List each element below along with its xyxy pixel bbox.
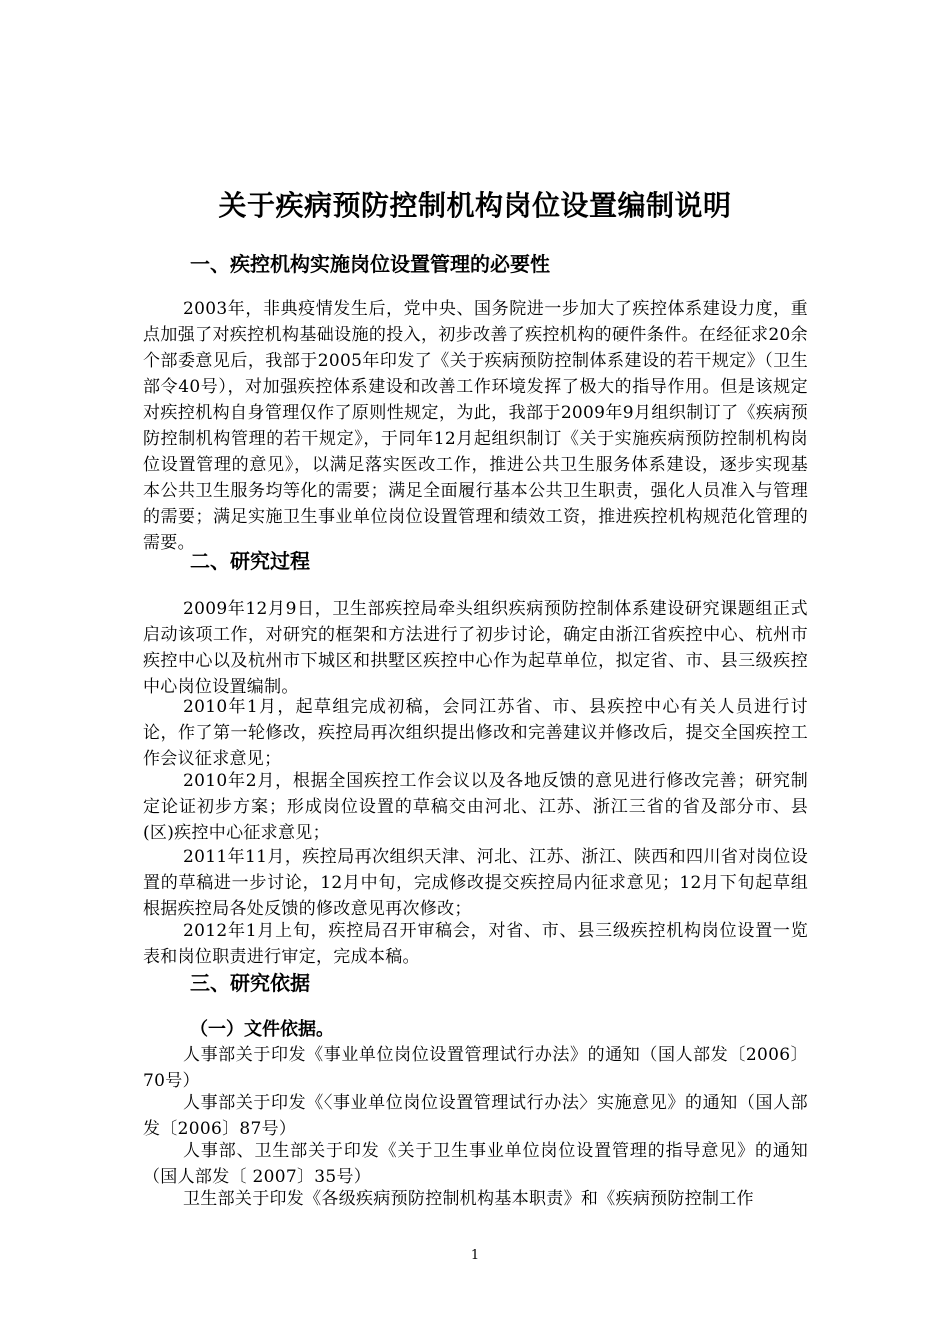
section-heading-basis: 三、研究依据 (190, 971, 310, 995)
subsection-heading-documents: （一）文件依据。 (190, 1019, 334, 1040)
paragraph: 人事部关于印发《事业单位岗位设置管理试行办法》的通知（国人部发〔2006〕70号） (143, 1045, 808, 1091)
paragraph: 2011年11月，疾控局再次组织天津、河北、江苏、浙江、陕西和四川省对岗位设置的草稿进一步讨论，12月中旬，完成修改提交疾控局内征求意见；12月下旬起草组根据疾控局各处反馈的修改意见再次修改； (143, 847, 808, 919)
section-heading-process: 二、研究过程 (190, 549, 310, 573)
paragraph: 人事部、卫生部关于印发《关于卫生事业单位岗位设置管理的指导意见》的通知（国人部发〔 2007〕35号） (143, 1141, 808, 1187)
paragraph: 2010年1月，起草组完成初稿，会同江苏省、市、县疾控中心有关人员进行讨论，作了第一轮修改，疾控局再次组织提出修改和完善建议并修改后，提交全国疾控工作会议征求意见； (143, 697, 808, 769)
paragraph: 2009年12月9日，卫生部疾控局牵头组织疾病预防控制体系建设研究课题组正式启动该项工作，对研究的框架和方法进行了初步讨论，确定由浙江省疾控中心、杭州市疾控中心以及杭州市下城区和拱墅区疾控中心作为起草单位，拟定省、市、县三级疾控中心岗位设置编制。 (143, 599, 808, 697)
page-number: 1 (470, 1248, 480, 1263)
paragraph: 2010年2月，根据全国疾控工作会议以及各地反馈的意见进行修改完善；研究制定论证初步方案；形成岗位设置的草稿交由河北、江苏、浙江三省的省及部分市、县(区)疾控中心征求意见； (143, 771, 808, 843)
section-heading-necessity: 一、疾控机构实施岗位设置管理的必要性 (190, 252, 550, 276)
paragraph: 2003年，非典疫情发生后，党中央、国务院进一步加大了疾控体系建设力度，重点加强了对疾控机构基础设施的投入，初步改善了疾控机构的硬件条件。在经征求20余个部委意见后，我部于2005年印发了《关于疾病预防控制体系建设的若干规定》（卫生部令40号），对加强疾控体系建设和改善工作环境发挥了极大的指导作用。但是该规定对疾控机构自身管理仅作了原则性规定，为此，我部于2009年9月组织制订了《疾病预防控制机构管理的若干规定》，于同年12月起组织制订《关于实施疾病预防控制机构岗位设置管理的意见》，以满足落实医改工作，推进公共卫生服务体系建设，逐步实现基本公共卫生服务均等化的需要；满足全面履行基本公共卫生职责，强化人员准入与管理的需要；满足实施卫生事业单位岗位设置管理和绩效工资，推进疾控机构规范化管理的需要。 (143, 299, 808, 553)
paragraph: 人事部关于印发《〈事业单位岗位设置管理试行办法〉实施意见》的通知（国人部发〔2006〕87号） (143, 1093, 808, 1139)
document-title: 关于疾病预防控制机构岗位设置编制说明 (218, 189, 732, 222)
paragraph: 卫生部关于印发《各级疾病预防控制机构基本职责》和《疾病预防控制工作 (183, 1189, 754, 1209)
paragraph: 2012年1月上旬，疾控局召开审稿会，对省、市、县三级疾控机构岗位设置一览表和岗位职责进行审定，完成本稿。 (143, 921, 808, 967)
